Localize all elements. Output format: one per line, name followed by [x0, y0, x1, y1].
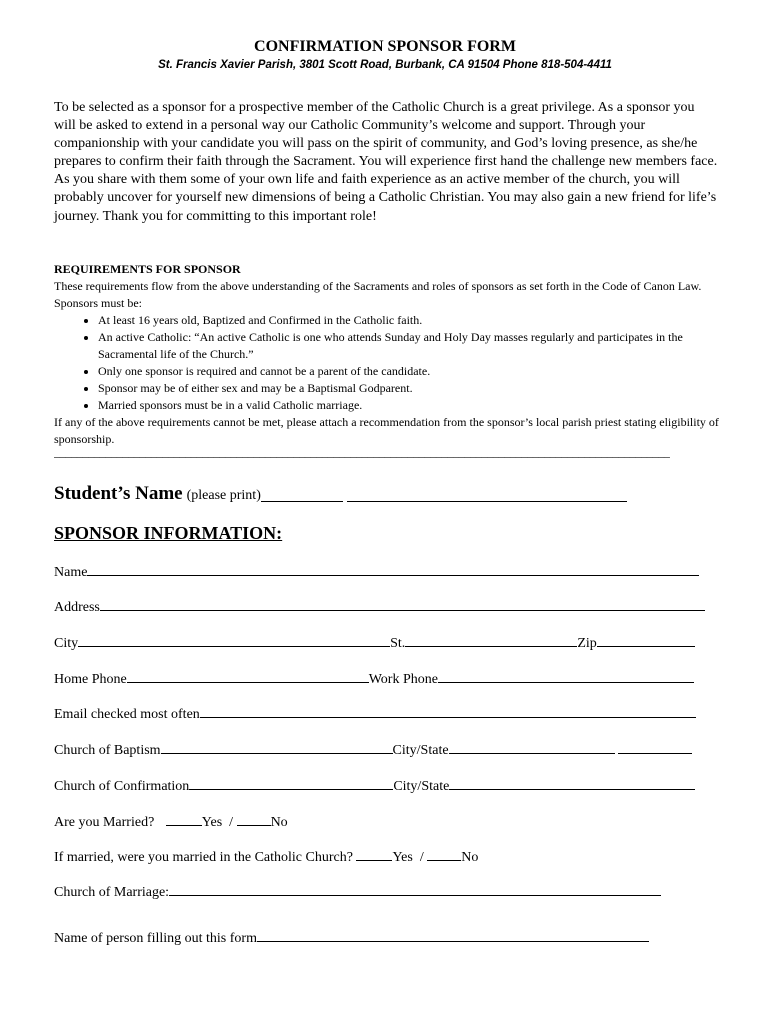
- requirements-list: [54, 312, 724, 414]
- married-separator: /: [229, 815, 234, 830]
- zip-label: Zip: [577, 636, 597, 651]
- requirements-section: [54, 261, 724, 448]
- address-label: Address: [54, 600, 100, 615]
- address-blank[interactable]: [100, 596, 705, 611]
- married-question: Are you Married?: [54, 815, 155, 830]
- catholic-marriage-row: [54, 846, 478, 866]
- email-blank[interactable]: [200, 703, 696, 718]
- married-yes-label: Yes: [201, 815, 223, 830]
- catholic-no-label: No: [461, 850, 479, 865]
- baptism-row: [54, 739, 692, 759]
- married-no-label: No: [270, 815, 288, 830]
- catholic-yes-blank[interactable]: [356, 846, 392, 861]
- phone-row: [54, 668, 694, 688]
- baptism-city-label: City/State: [392, 743, 449, 758]
- married-yes-blank[interactable]: [166, 811, 202, 826]
- confirmation-row: [54, 775, 695, 795]
- work-phone-blank[interactable]: [438, 668, 694, 683]
- married-row: [54, 811, 288, 831]
- baptism-church-label: Church of Baptism: [54, 743, 161, 758]
- form-title: CONFIRMATION SPONSOR FORM: [254, 38, 516, 55]
- requirement-item: • Sponsor may be of either sex and may be a Baptismal Godparent.: [98, 380, 724, 397]
- home-phone-blank[interactable]: [127, 668, 369, 683]
- catholic-marriage-question: If married, were you married in the Catholic Church?: [54, 850, 353, 865]
- parish-contact-line: St. Francis Xavier Parish, 3801 Scott Road, Burbank, CA 91504 Phone 818-504-4411: [158, 59, 612, 71]
- requirements-closing: If any of the above requirements cannot be met, please attach a recommendation from the sponsor’s local parish priest stating eligibility of sponsorship.: [54, 415, 719, 446]
- confirmation-city-label: City/State: [393, 779, 450, 794]
- marriage-church-blank[interactable]: [169, 881, 661, 896]
- catholic-separator: /: [419, 850, 424, 865]
- baptism-church-blank[interactable]: [161, 739, 393, 754]
- work-phone-label: Work Phone: [368, 672, 438, 687]
- catholic-no-blank[interactable]: [427, 846, 461, 861]
- sponsor-name-row: [54, 561, 699, 581]
- requirements-heading: REQUIREMENTS FOR SPONSOR: [54, 262, 241, 276]
- married-no-blank[interactable]: [237, 811, 271, 826]
- catholic-yes-label: Yes: [392, 850, 413, 865]
- requirement-item: • An active Catholic: “An active Catholic is one who attends Sunday and Holy Day masses regularly and participates in the Sacramental life of the Church.”: [98, 329, 724, 363]
- marriage-church-label: Church of Marriage:: [54, 885, 170, 900]
- student-name-blank-1[interactable]: [261, 487, 343, 502]
- sponsor-info-heading: SPONSOR INFORMATION:: [54, 523, 283, 543]
- home-phone-label: Home Phone: [54, 672, 127, 687]
- confirmation-church-blank[interactable]: [189, 775, 393, 790]
- student-name-blank-2[interactable]: [347, 487, 627, 502]
- requirement-item: • At least 16 years old, Baptized and Confirmed in the Catholic faith.: [98, 312, 724, 329]
- name-blank[interactable]: [87, 561, 699, 576]
- intro-paragraph: To be selected as a sponsor for a prospective member of the Catholic Church is a great privilege. As a sponsor you will be asked to extend in a personal way our Catholic Community’s welcome and support. Through your companionship with your candidate you will pass on the spirit of community, and God’s loving presence, as she/he prepares to confirm their faith through the Sacrament. You will experience first hand the challenge new members face. As you share with them some of your own life and faith experience as an active member of the church, you will probably uncover for yourself new dimensions of being a Catholic Christian. You may also gain a new friend for life’s journey. Thank you for committing to this important role!: [54, 100, 718, 224]
- student-name-row: [54, 483, 627, 505]
- student-name-label: Student’s Name: [54, 483, 183, 504]
- filled-by-label: Name of person filling out this form: [54, 931, 257, 946]
- email-row: [54, 703, 696, 723]
- city-state-zip-row: [54, 632, 695, 652]
- email-label: Email checked most often: [54, 707, 200, 722]
- requirement-item: • Only one sponsor is required and cannot be a parent of the candidate.: [98, 363, 724, 380]
- filled-by-blank[interactable]: [257, 927, 649, 942]
- baptism-city-blank-2[interactable]: [618, 739, 692, 754]
- requirements-lead: These requirements flow from the above understanding of the Sacraments and roles of sponsors as set forth in the Code of Canon Law. Sponsors must be:: [54, 279, 702, 310]
- section-divider-rule: ____________________________________________________________________________________________________________: [54, 445, 670, 459]
- city-label: City: [54, 636, 79, 651]
- student-name-note: (please print): [186, 488, 261, 503]
- state-blank[interactable]: [405, 632, 577, 647]
- name-label: Name: [54, 565, 88, 580]
- requirement-item: • Married sponsors must be in a valid Catholic marriage.: [98, 397, 724, 414]
- baptism-city-blank-1[interactable]: [449, 739, 615, 754]
- zip-blank[interactable]: [597, 632, 695, 647]
- confirmation-church-label: Church of Confirmation: [54, 779, 190, 794]
- state-label: St.: [390, 636, 406, 651]
- marriage-church-row: [54, 881, 661, 901]
- confirmation-city-blank[interactable]: [449, 775, 695, 790]
- address-row: [54, 596, 705, 616]
- city-blank[interactable]: [78, 632, 390, 647]
- filled-by-row: [54, 927, 649, 947]
